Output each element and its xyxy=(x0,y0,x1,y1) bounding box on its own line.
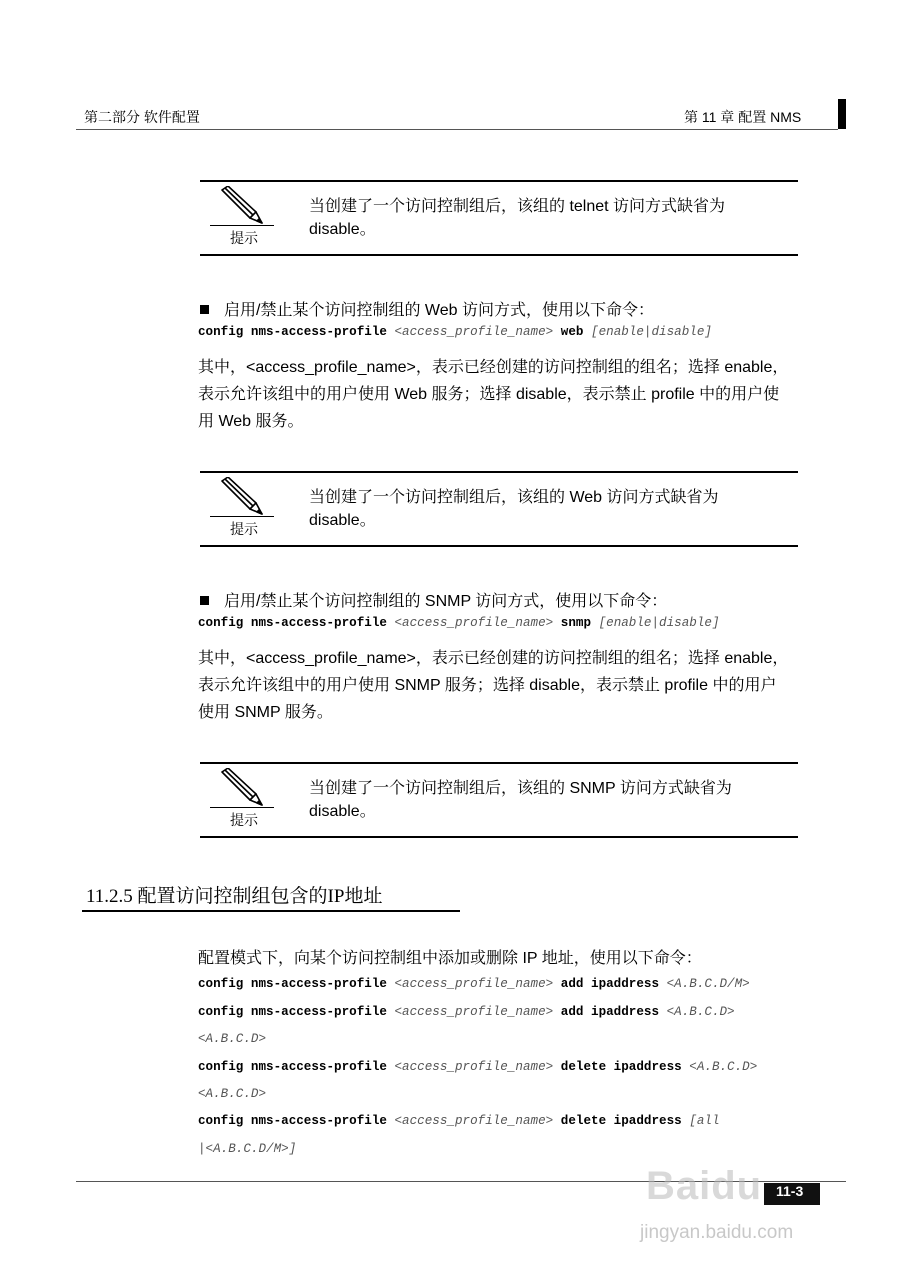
bullet-web xyxy=(200,297,654,320)
command-snmp xyxy=(198,616,720,630)
paragraph-line: 用 Web 服务。 xyxy=(198,413,304,430)
command-ip-1 xyxy=(198,977,750,991)
tip-text-line: disable。 xyxy=(309,803,376,820)
section-heading-underline xyxy=(82,910,460,912)
tip-text-line: disable。 xyxy=(309,221,376,238)
header-divider xyxy=(76,129,838,130)
paragraph-line: 其中，<access_profile_name>，表示已经创建的访问控制组的组名；选择 enable， xyxy=(198,650,789,667)
tip-bottom-rule xyxy=(200,545,798,547)
command-keyword: config nms-access-profile xyxy=(198,1114,387,1128)
pencil-icon xyxy=(216,477,266,515)
command-keyword: delete ipaddress xyxy=(560,1060,682,1074)
bullet-square-icon xyxy=(200,305,209,314)
header-chapter-part: 第二部分 软件配置 xyxy=(84,109,200,125)
header-marker-bar xyxy=(838,99,846,129)
command-argument: <A.B.C.D> xyxy=(666,1005,735,1019)
tip-box-snmp xyxy=(200,762,798,838)
tip-text-line: 当创建了一个访问控制组后，该组的 telnet 访问方式缺省为 xyxy=(309,198,726,215)
tip-text xyxy=(309,195,795,241)
command-keyword: web xyxy=(560,325,584,339)
command-keyword: delete ipaddress xyxy=(560,1114,682,1128)
paragraph-line: 表示允许该组中的用户使用 Web 服务；选择 disable，表示禁止 profile 中的用户使 xyxy=(198,386,780,403)
command-keyword: snmp xyxy=(560,616,592,630)
command-ip-2 xyxy=(198,1005,735,1019)
command-argument: <access_profile_name> xyxy=(394,325,554,339)
tip-text xyxy=(309,777,795,823)
tip-text xyxy=(309,486,795,532)
tip-text-line: 当创建了一个访问控制组后，该组的 SNMP 访问方式缺省为 xyxy=(309,780,732,797)
header-chapter-title: 第 11 章 配置 NMS xyxy=(684,109,802,125)
pencil-icon xyxy=(216,186,266,224)
command-argument: <A.B.C.D/M> xyxy=(666,977,750,991)
command-keyword: config nms-access-profile xyxy=(198,616,387,630)
paragraph-snmp xyxy=(198,645,833,726)
command-continuation xyxy=(198,1087,266,1101)
section-heading: 11.2.5 配置访问控制组包含的IP地址 xyxy=(86,886,383,907)
command-argument: <access_profile_name> xyxy=(394,1114,554,1128)
command-continuation xyxy=(198,1032,266,1046)
tip-label: 提示 xyxy=(230,813,258,829)
page-number: 11-3 xyxy=(776,1183,804,1199)
tip-text-line: 当创建了一个访问控制组后，该组的 Web 访问方式缺省为 xyxy=(309,489,719,506)
tip-bottom-rule xyxy=(200,836,798,838)
command-ip-4 xyxy=(198,1114,720,1128)
command-argument: <A.B.C.D> xyxy=(689,1060,758,1074)
command-argument: <A.B.C.D> xyxy=(198,1032,267,1046)
tip-text-line: disable。 xyxy=(309,512,376,529)
watermark-logo: Baidu xyxy=(646,1164,763,1208)
bullet-square-icon xyxy=(200,596,209,605)
command-argument: <access_profile_name> xyxy=(394,1005,554,1019)
tip-top-rule xyxy=(200,180,798,182)
command-argument: <A.B.C.D> xyxy=(198,1087,267,1101)
command-keyword: add ipaddress xyxy=(560,977,660,991)
tip-top-rule xyxy=(200,471,798,473)
command-continuation xyxy=(198,1142,296,1156)
paragraph-line: 表示允许该组中的用户使用 SNMP 服务；选择 disable，表示禁止 profile 中的用户 xyxy=(198,677,777,694)
command-keyword: config nms-access-profile xyxy=(198,1005,387,1019)
bullet-snmp xyxy=(200,588,667,611)
paragraph-line: 使用 SNMP 服务。 xyxy=(198,704,333,721)
command-keyword: config nms-access-profile xyxy=(198,1060,387,1074)
tip-bottom-rule xyxy=(200,254,798,256)
pencil-icon xyxy=(216,768,266,806)
bullet-text: 启用/禁止某个访问控制组的 SNMP 访问方式，使用以下命令： xyxy=(224,593,668,610)
command-argument: <access_profile_name> xyxy=(394,616,554,630)
command-keyword: config nms-access-profile xyxy=(198,977,387,991)
tip-box-web xyxy=(200,471,798,547)
command-argument: <access_profile_name> xyxy=(394,977,554,991)
watermark-url: jingyan.baidu.com xyxy=(640,1222,794,1243)
command-argument: <access_profile_name> xyxy=(394,1060,554,1074)
command-argument: [all xyxy=(689,1114,720,1128)
tip-box-telnet xyxy=(200,180,798,256)
command-keyword: config nms-access-profile xyxy=(198,325,387,339)
command-argument: [enable|disable] xyxy=(591,325,712,339)
command-keyword: add ipaddress xyxy=(560,1005,660,1019)
bullet-text: 启用/禁止某个访问控制组的 Web 访问方式，使用以下命令： xyxy=(224,302,654,319)
tip-label: 提示 xyxy=(230,231,258,247)
paragraph-line: 其中，<access_profile_name>，表示已经创建的访问控制组的组名；选择 enable， xyxy=(198,359,789,376)
command-argument: |<A.B.C.D/M>] xyxy=(198,1142,297,1156)
tip-label-underline xyxy=(210,807,274,808)
tip-label-underline xyxy=(210,225,274,226)
command-web xyxy=(198,325,712,339)
paragraph-ip-intro: 配置模式下，向某个访问控制组中添加或删除 IP 地址，使用以下命令： xyxy=(198,950,702,967)
paragraph-web xyxy=(198,354,833,435)
command-ip-3 xyxy=(198,1060,757,1074)
tip-label: 提示 xyxy=(230,522,258,538)
tip-label-underline xyxy=(210,516,274,517)
tip-top-rule xyxy=(200,762,798,764)
command-argument: [enable|disable] xyxy=(598,616,720,630)
